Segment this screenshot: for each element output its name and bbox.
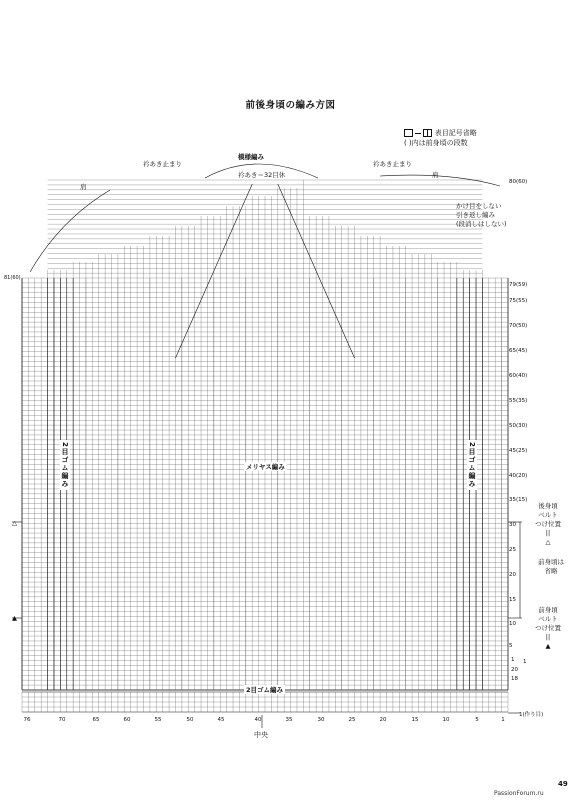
column-number: 70 (58, 717, 66, 723)
row-number: 75(55) (509, 298, 528, 304)
column-number: 1 (501, 717, 505, 723)
row-number: 5 (509, 643, 513, 649)
row-number: 55(35) (509, 398, 528, 404)
neck-open-left-label: 衿あき止まり (143, 160, 182, 168)
row-number: 15 (509, 597, 516, 603)
column-number: 50 (186, 717, 194, 723)
row-number: 79(59) (509, 282, 528, 288)
center-label: 中央 (254, 731, 268, 739)
neck-open-right-label: 衿あき止まり (373, 160, 412, 168)
stockinette-label: メリヤス編み (246, 463, 285, 471)
left-top-row-number: 81(60) (4, 275, 21, 281)
cast-on-label: 1(作り目) (519, 712, 544, 718)
diagram-title: 前後身頃の編み方図 (245, 100, 336, 111)
left-open-triangle-marker: △ (12, 519, 17, 527)
row-number: 50(30) (509, 423, 528, 429)
row-number: 70(50) (509, 323, 528, 329)
row-number: 20 (509, 572, 516, 578)
column-number: 5 (475, 717, 479, 723)
front-omit-note: 前身頃は 省略 (538, 558, 564, 575)
column-number: 76 (23, 717, 31, 723)
legend-paren-line: ( )内は前身頃の段数 (404, 139, 468, 147)
kakeme-note: かけ目をしない 引き返し編み (段消しはしない) (456, 202, 507, 228)
row-number: 40(20) (509, 473, 528, 479)
row-number: 10 (509, 621, 516, 627)
row-number: 35(15) (509, 497, 528, 503)
rib-row-20: 20 (511, 667, 518, 673)
row-number: 30 (509, 522, 516, 528)
legend-symbol-line: 表目記号省略 (404, 128, 477, 138)
shoulder-right-label: 肩 (432, 171, 439, 179)
rib-bottom-label: 2目ゴム編み (246, 686, 284, 694)
row-number: 1 (511, 657, 515, 663)
column-number: 10 (442, 717, 450, 723)
neck-width-label: 衿あき＝32目休 (238, 171, 286, 179)
column-number: 20 (379, 717, 387, 723)
column-number: 60 (123, 717, 131, 723)
rib-right-label: 2目ゴム編み (468, 442, 476, 488)
back-belt-note: 後身頃 ベルト つけ位置 || △ (535, 502, 561, 546)
column-number: 30 (317, 717, 325, 723)
front-belt-note: 前身頃 ベルト つけ位置 || ▲ (535, 606, 561, 650)
rib-left-label: 2目ゴム編み (61, 442, 69, 488)
page-number: 49 (558, 780, 568, 788)
row-number: 60(40) (509, 373, 528, 379)
rib-row-1: 1 (523, 659, 527, 665)
chart-grid (12, 180, 522, 728)
row-number: 80(60) (509, 179, 528, 185)
row-number: 65(45) (509, 348, 528, 354)
rib-row-18: 18 (511, 676, 518, 682)
shoulder-left-arc (30, 190, 110, 272)
left-filled-triangle-marker: ▲ (12, 614, 17, 622)
shoulder-left-label: 肩 (80, 183, 87, 191)
row-number: 25 (509, 547, 516, 553)
column-number: 55 (154, 717, 162, 723)
column-number: 45 (217, 717, 225, 723)
column-number: 25 (348, 717, 356, 723)
watermark: PassionForum.ru (494, 790, 544, 797)
pattern-knit-label: 模様編み (238, 153, 264, 161)
shoulder-right-arc (380, 175, 500, 186)
column-number: 40 (254, 717, 262, 723)
column-number: 65 (92, 717, 100, 723)
column-number: 35 (285, 717, 293, 723)
column-number: 15 (411, 717, 419, 723)
row-number: 45(25) (509, 448, 528, 454)
